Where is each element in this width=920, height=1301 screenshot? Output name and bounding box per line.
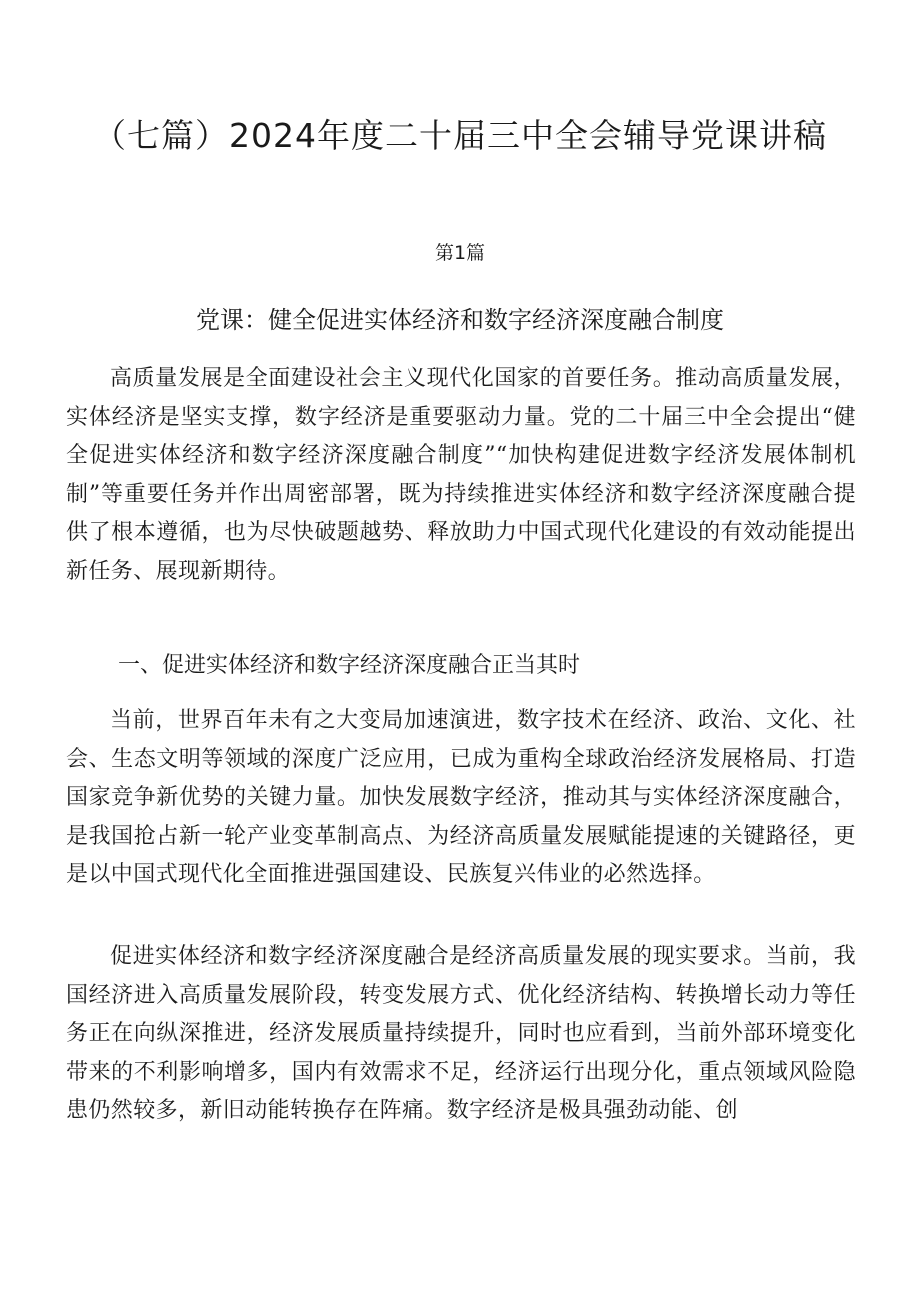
- document-title: （七篇）2024年度二十届三中全会辅导党课讲稿: [93, 116, 827, 155]
- body-paragraph: 促进实体经济和数字经济深度融合是经济高质量发展的现实要求。当前，我国经济进入高质量发展阶段，转变发展方式、优化经济结构、转换增长动力等任务正在向纵深推进，经济发展质量持续提升，同时也应看到，当前外部环境变化带来的不利影响增多，国内有效需求不足，经济运行出现分化，重点领域风险隐患仍然较多，新旧动能转换存在阵痛。数字经济是极具强劲动能、创: [66, 944, 856, 1124]
- intro-paragraph: 高质量发展是全面建设社会主义现代化国家的首要任务。推动高质量发展，实体经济是坚实支撑，数字经济是重要驱动力量。党的二十届三中全会提出“健全促进实体经济和数字经济深度融合制度”“加快构建促进数字经济发展体制机制”等重要任务并作出周密部署，既为持续推进实体经济和数字经济深度融合提供了根本遵循，也为尽快破题越势、释放助力中国式现代化建设的有效动能提出新任务、展现新期待。: [66, 366, 856, 584]
- lesson-title: 党课：健全促进实体经济和数字经济深度融合制度: [196, 306, 724, 334]
- body-paragraph: 当前，世界百年未有之大变局加速演进，数字技术在经济、政治、文化、社会、生态文明等领域的深度广泛应用，已成为重构全球政治经济发展格局、打造国家竞争新优势的关键力量。加快发展数字经济，推动其与实体经济深度融合，是我国抢占新一轮产业变革制高点、为经济高质量发展赋能提速的关键路径，更是以中国式现代化全面推进强国建设、民族复兴伟业的必然选择。: [66, 708, 856, 888]
- section-heading: 一、促进实体经济和数字经济深度融合正当其时: [118, 653, 581, 678]
- chapter-label: 第1篇: [434, 242, 486, 264]
